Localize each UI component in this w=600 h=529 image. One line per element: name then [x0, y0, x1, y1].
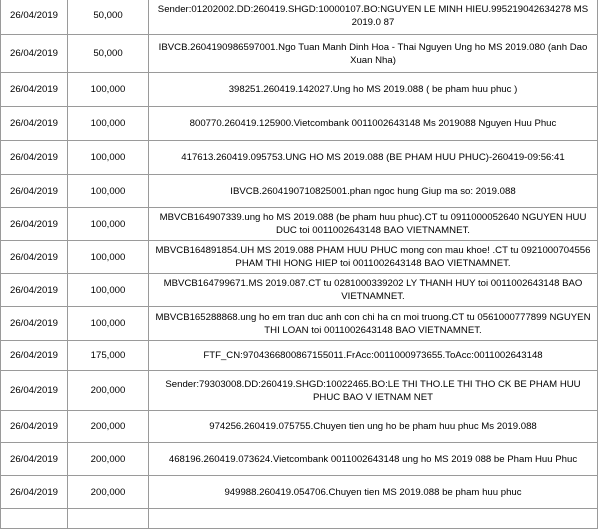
description-cell: 974256.260419.075755.Chuyen tien ung ho be pham huu phuc Ms 2019.088 — [149, 411, 598, 443]
date-cell: 26/04/2019 — [1, 443, 68, 476]
description-cell: MBVCB164799671.MS 2019.087.CT tu 0281000339202 LY THANH HUY toi 0011002643148 BAO VIETNAMNET. — [149, 274, 598, 307]
date-cell: 26/04/2019 — [1, 208, 68, 241]
table-row — [1, 107, 598, 141]
amount-cell: 200,000 — [68, 371, 149, 411]
description-cell: Sender:01202002.DD:260419.SHGD:10000107.BO:NGUYEN LE MINH HIEU.995219042634278 MS 2019.0 87 — [149, 0, 598, 35]
date-cell: 26/04/2019 — [1, 35, 68, 73]
amount-cell: 50,000 — [68, 35, 149, 73]
table-row — [1, 411, 598, 443]
amount-cell: 100,000 — [68, 141, 149, 175]
table-row — [1, 141, 598, 175]
amount-cell: 200,000 — [68, 476, 149, 509]
table-row — [1, 35, 598, 73]
amount-cell: 100,000 — [68, 175, 149, 208]
amount-cell: 100,000 — [68, 241, 149, 274]
description-cell: MBVCB164907339.ung ho MS 2019.088 (be pham huu phuc).CT tu 0911000052640 NGUYEN HUU DUC toi 0011002643148 BAO VIETNAMNET. — [149, 208, 598, 241]
table-row — [1, 208, 598, 241]
description-cell: 468196.260419.073624.Vietcombank 0011002643148 ung ho MS 2019 088 be Pham Huu Phuc — [149, 443, 598, 476]
date-cell: 26/04/2019 — [1, 175, 68, 208]
amount-cell: 100,000 — [68, 274, 149, 307]
date-cell: 26/04/2019 — [1, 274, 68, 307]
table-row — [1, 73, 598, 107]
description-cell: 398251.260419.142027.Ung ho MS 2019.088 ( be pham huu phuc ) — [149, 73, 598, 107]
table-row — [1, 274, 598, 307]
date-cell: 26/04/2019 — [1, 107, 68, 141]
amount-cell: 100,000 — [68, 107, 149, 141]
table-row — [1, 241, 598, 274]
date-cell: 26/04/2019 — [1, 0, 68, 35]
date-cell: 26/04/2019 — [1, 411, 68, 443]
amount-cell: 200,000 — [68, 443, 149, 476]
date-cell: 26/04/2019 — [1, 307, 68, 341]
amount-cell: 100,000 — [68, 208, 149, 241]
amount-cell: 100,000 — [68, 307, 149, 341]
date-cell: 26/04/2019 — [1, 341, 68, 371]
table-row — [1, 307, 598, 341]
table-row — [1, 443, 598, 476]
table-row — [1, 341, 598, 371]
description-cell: MBVCB165288868.ung ho em tran duc anh con chi ha cn moi truong.CT tu 0561000777899 NGUYEN THI LOAN toi 0011002643148 BAO VIETNAMNET. — [149, 307, 598, 341]
date-cell: 26/04/2019 — [1, 141, 68, 175]
amount-cell: 50,000 — [68, 0, 149, 35]
date-cell: 26/04/2019 — [1, 476, 68, 509]
date-cell: 26/04/2019 — [1, 371, 68, 411]
table-row — [1, 0, 598, 35]
description-cell: Sender:79303008.DD:260419.SHGD:10022465.BO:LE THI THO.LE THI THO CK BE PHAM HUU PHUC BAO V IETNAM NET — [149, 371, 598, 411]
amount-cell: 175,000 — [68, 341, 149, 371]
description-cell: MBVCB164891854.UH MS 2019.088 PHAM HUU PHUC mong con mau khoe! .CT tu 0921000704556 PHAM THI HONG HIEP toi 0011002643148 BAO VIETNAMNET. — [149, 241, 598, 274]
description-cell: 800770.260419.125900.Vietcombank 0011002643148 Ms 2019088 Nguyen Huu Phuc — [149, 107, 598, 141]
table-row — [1, 476, 598, 509]
description-cell: IBVCB.2604190710825001.phan ngoc hung Giup ma so: 2019.088 — [149, 175, 598, 208]
table-row — [1, 371, 598, 411]
date-cell: 26/04/2019 — [1, 241, 68, 274]
table-row — [1, 175, 598, 208]
description-cell: IBVCB.2604190986597001.Ngo Tuan Manh Dinh Hoa - Thai Nguyen Ung ho MS 2019.080 (anh Dao Xuan Nha) — [149, 35, 598, 73]
date-cell: 26/04/2019 — [1, 73, 68, 107]
amount-cell: 200,000 — [68, 411, 149, 443]
amount-cell: 100,000 — [68, 73, 149, 107]
description-cell: 417613.260419.095753.UNG HO MS 2019.088 (BE PHAM HUU PHUC)-260419-09:56:41 — [149, 141, 598, 175]
description-cell: FTF_CN:9704366800867155011.FrAcc:0011000973655.ToAcc:0011002643148 — [149, 341, 598, 371]
description-cell: 949988.260419.054706.Chuyen tien MS 2019.088 be pham huu phuc — [149, 476, 598, 509]
